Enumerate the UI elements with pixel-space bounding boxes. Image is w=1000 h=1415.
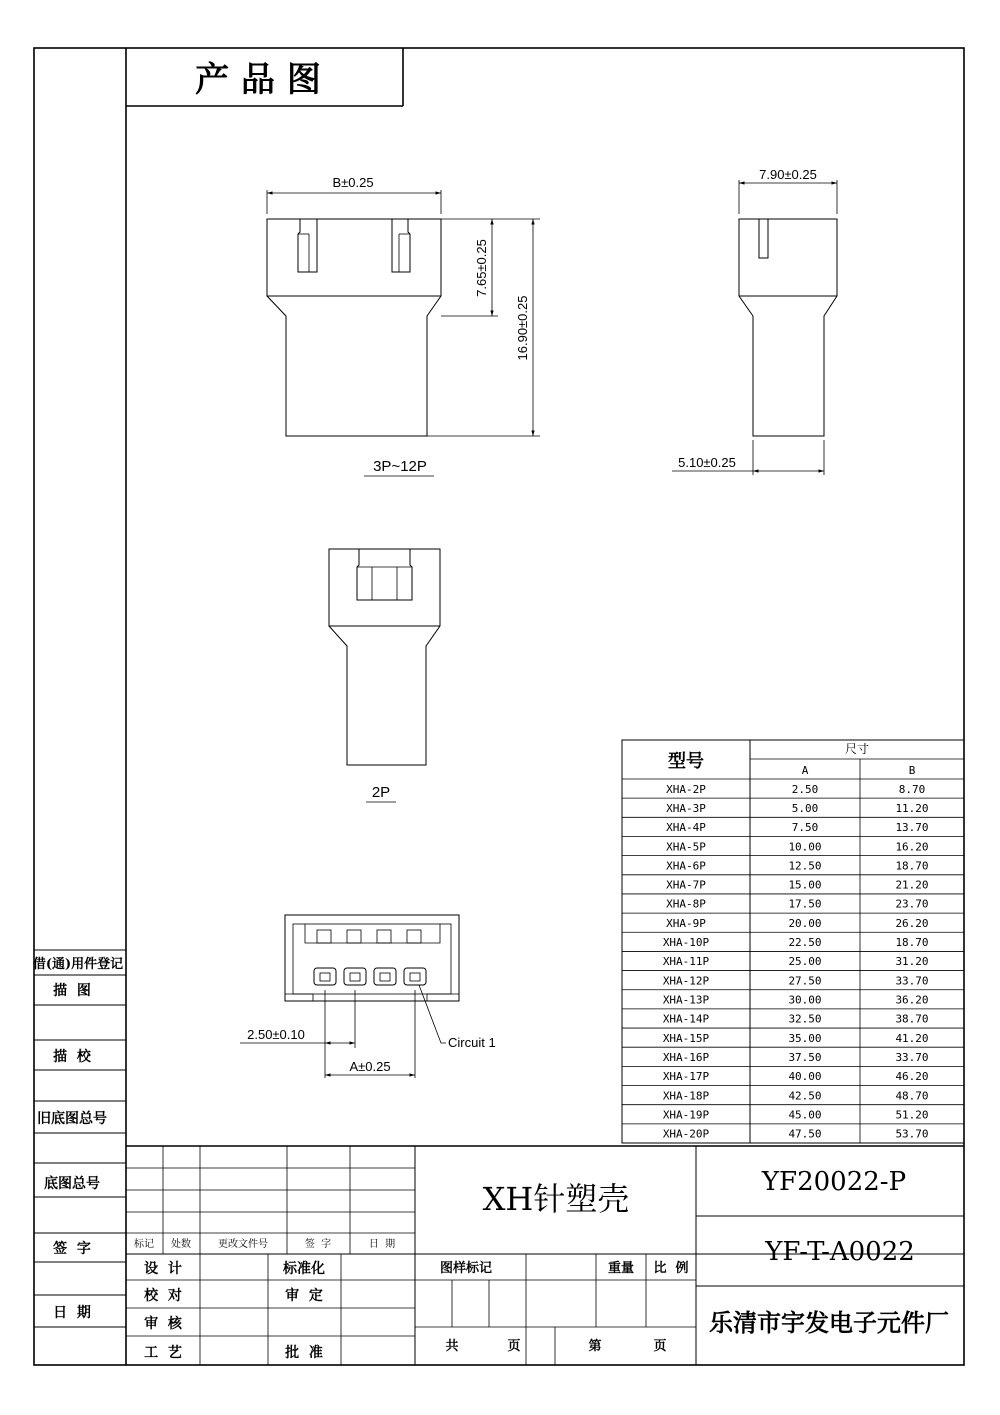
left-sidebar xyxy=(33,950,126,1327)
circuit-1-label: Circuit 1 xyxy=(448,1035,496,1050)
table-cell-model: XHA-15P xyxy=(662,1031,710,1045)
dim-510-label: 5.10±0.25 xyxy=(678,455,736,470)
design-label: 设 计 xyxy=(144,1261,182,1277)
table-cell-model: XHA-4P xyxy=(666,821,706,835)
table-cell-a: 2.50 xyxy=(791,782,819,796)
table-row xyxy=(622,1032,964,1047)
dim-1690-label: 16.90±0.25 xyxy=(515,295,530,361)
table-cell-a: 35.00 xyxy=(788,1031,822,1045)
caption-2p: 2P xyxy=(371,784,391,801)
table-cell-model: XHA-6P xyxy=(666,859,706,873)
table-cell-b: 16.20 xyxy=(895,840,929,854)
table-header-a: A xyxy=(801,764,809,777)
table-cell-b: 48.70 xyxy=(895,1089,929,1103)
sidebar-signature-label: 签 字 xyxy=(53,1241,91,1257)
table-row xyxy=(663,1128,929,1141)
rev-mark-label: 标记 xyxy=(134,1239,154,1250)
dimension-table xyxy=(622,740,964,1143)
page2-label: 页 xyxy=(653,1339,667,1354)
title-block xyxy=(126,1146,964,1365)
table-row xyxy=(622,955,964,970)
table-cell-b: 41.20 xyxy=(895,1031,929,1045)
review-label: 审 核 xyxy=(144,1316,182,1332)
table-cell-a: 5.00 xyxy=(791,801,819,815)
table-header-size: 尺寸 xyxy=(844,742,870,756)
table-cell-a: 7.50 xyxy=(791,821,819,835)
table-row xyxy=(622,1089,964,1104)
table-cell-model: XHA-16P xyxy=(662,1051,710,1065)
table-cell-b: 53.70 xyxy=(895,1127,929,1141)
table-row xyxy=(622,802,964,817)
rev-date-label: 日 期 xyxy=(368,1239,396,1250)
sidebar-trace-label: 描 图 xyxy=(53,983,91,999)
table-cell-b: 46.20 xyxy=(895,1070,929,1084)
header-box xyxy=(126,48,403,106)
table-cell-model: XHA-12P xyxy=(662,974,710,988)
table-cell-b: 33.70 xyxy=(895,974,929,988)
product-name: XH针塑壳 xyxy=(482,1180,630,1218)
table-cell-model: XHA-7P xyxy=(666,878,706,892)
rev-doc-label: 更改文件号 xyxy=(218,1239,268,1250)
table-cell-b: 36.20 xyxy=(895,993,929,1007)
table-cell-b: 51.20 xyxy=(895,1108,929,1122)
table-row xyxy=(622,1013,964,1028)
table-cell-a: 32.50 xyxy=(788,1012,822,1026)
top-view xyxy=(240,915,496,1078)
table-cell-a: 17.50 xyxy=(788,897,822,911)
table-cell-a: 10.00 xyxy=(788,840,822,854)
total-label: 共 xyxy=(445,1339,459,1354)
process-label: 工 艺 xyxy=(144,1345,182,1361)
sidebar-register-label: 借(通)用件登记 xyxy=(32,957,124,972)
table-cell-a: 42.50 xyxy=(788,1089,822,1103)
table-cell-model: XHA-17P xyxy=(662,1070,710,1084)
table-row xyxy=(622,783,964,798)
table-cell-b: 31.20 xyxy=(895,955,929,969)
table-row xyxy=(622,1051,964,1066)
table-row xyxy=(622,917,964,932)
dim-765-label: 7.65±0.25 xyxy=(474,239,489,297)
dim-a-label: A±0.25 xyxy=(349,1059,391,1074)
sidebar-date-label: 日 期 xyxy=(53,1305,91,1321)
table-cell-a: 15.00 xyxy=(788,878,822,892)
table-cell-a: 40.00 xyxy=(788,1070,822,1084)
table-cell-a: 27.50 xyxy=(788,974,822,988)
table-cell-model: XHA-20P xyxy=(662,1127,710,1141)
table-row xyxy=(622,898,964,913)
table-row xyxy=(622,859,964,874)
table-row xyxy=(622,879,964,894)
table-header-b: B xyxy=(908,764,916,777)
dim-250-label: 2.50±0.10 xyxy=(247,1027,305,1042)
audit-label: 审 定 xyxy=(285,1288,323,1304)
table-cell-b: 8.70 xyxy=(898,782,926,796)
check-label: 校 对 xyxy=(144,1288,182,1304)
front-view-2p xyxy=(329,549,440,802)
table-cell-a: 30.00 xyxy=(788,993,822,1007)
table-cell-b: 18.70 xyxy=(895,936,929,950)
table-cell-a: 22.50 xyxy=(788,936,822,950)
sidebar-trace-check-label: 描 校 xyxy=(53,1049,91,1065)
table-cell-model: XHA-8P xyxy=(666,897,706,911)
table-cell-a: 12.50 xyxy=(788,859,822,873)
table-cell-b: 11.20 xyxy=(895,801,929,815)
sidebar-base-number-label: 底图总号 xyxy=(44,1176,100,1192)
table-cell-b: 23.70 xyxy=(895,897,929,911)
table-row xyxy=(622,1070,964,1085)
approve-label: 批 准 xyxy=(285,1345,323,1361)
table-row xyxy=(622,1108,964,1123)
table-cell-model: XHA-14P xyxy=(662,1012,710,1026)
scale-label: 比 例 xyxy=(653,1261,689,1276)
table-header-model: 型号 xyxy=(668,751,704,772)
table-cell-model: XHA-3P xyxy=(666,801,706,815)
table-row xyxy=(622,840,964,855)
table-cell-b: 21.20 xyxy=(895,878,929,892)
front-view-3p-12p xyxy=(267,175,540,476)
table-row xyxy=(622,994,964,1009)
table-row xyxy=(622,974,964,989)
dim-b-label: B±0.25 xyxy=(332,175,374,190)
dim-790-label: 7.90±0.25 xyxy=(759,167,817,182)
sidebar-old-number-label: 旧底图总号 xyxy=(37,1111,107,1127)
weight-label: 重量 xyxy=(607,1261,635,1276)
doc-number: YF-T-A0022 xyxy=(765,1237,915,1267)
table-cell-a: 47.50 xyxy=(788,1127,822,1141)
table-cell-b: 33.70 xyxy=(895,1051,929,1065)
rev-sign-label: 签 字 xyxy=(304,1239,332,1250)
side-view xyxy=(672,167,837,475)
table-cell-model: XHA-10P xyxy=(662,936,710,950)
sheet-label: 第 xyxy=(588,1339,602,1354)
table-cell-a: 20.00 xyxy=(788,916,822,930)
table-cell-model: XHA-9P xyxy=(666,916,706,930)
sample-mark-label: 图样标记 xyxy=(439,1261,493,1276)
standardize-label: 标准化 xyxy=(283,1261,325,1277)
table-cell-model: XHA-13P xyxy=(662,993,710,1007)
part-number: YF20022-P xyxy=(761,1167,907,1197)
table-cell-b: 26.20 xyxy=(895,916,929,930)
page-title: 产 品 图 xyxy=(195,60,321,100)
table-row xyxy=(622,936,964,951)
table-cell-a: 45.00 xyxy=(788,1108,822,1122)
table-cell-model: XHA-11P xyxy=(662,955,710,969)
table-cell-b: 13.70 xyxy=(895,821,929,835)
table-cell-model: XHA-5P xyxy=(666,840,706,854)
table-row xyxy=(622,821,964,836)
table-cell-model: XHA-19P xyxy=(662,1108,710,1122)
company-name: 乐清市宇发电子元件厂 xyxy=(709,1308,949,1337)
table-cell-model: XHA-18P xyxy=(662,1089,710,1103)
table-cell-model: XHA-2P xyxy=(666,782,706,796)
page-label: 页 xyxy=(507,1339,521,1354)
caption-3p-12p: 3P~12P xyxy=(373,458,427,475)
table-cell-a: 25.00 xyxy=(788,955,822,969)
table-cell-b: 38.70 xyxy=(895,1012,929,1026)
table-cell-a: 37.50 xyxy=(788,1051,822,1065)
table-cell-b: 18.70 xyxy=(895,859,929,873)
rev-count-label: 处数 xyxy=(171,1239,191,1250)
